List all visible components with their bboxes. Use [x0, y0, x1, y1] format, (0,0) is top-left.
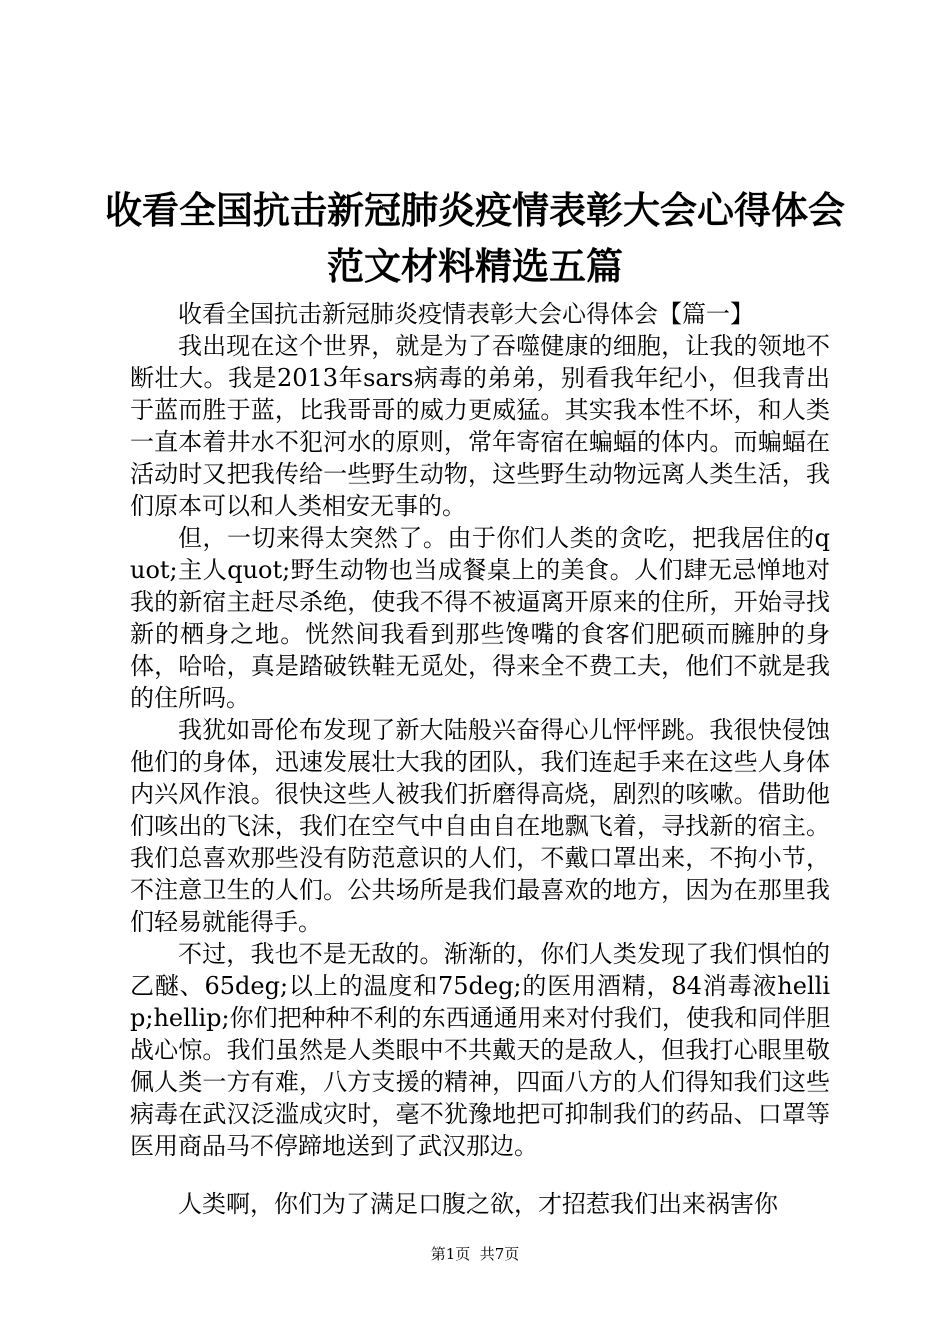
paragraph-2: 但，一切来得太突然了。由于你们人类的贪吃，把我居住的quot;主人quot;野生动物也当成餐桌上的美食。人们肆无忌惮地对我的新宿主赶尽杀绝，使我不得不被逼离开原来的住所，开始寻找新的栖身之地。恍然间我看到那些馋嘴的食客们肥硕而臃肿的身体，哈哈，真是踏破铁鞋无觅处，得来全不费工夫，他们不就是我的住所吗。 [130, 524, 830, 712]
page-number-footer: 第1页 共7页 [430, 1245, 520, 1263]
paragraph-3: 我犹如哥伦布发现了新大陆般兴奋得心儿怦怦跳。我很快侵蚀他们的身体，迅速发展壮大我的团队，我们连起手来在这些人身体内兴风作浪。很快这些人被我们折磨得高烧，剧烈的咳嗽。借助他们咳出的飞沫，我们在空气中自由自在地飘飞着，寻找新的宿主。我们总喜欢那些没有防范意识的人们，不戴口罩出来，不拘小节，不注意卫生的人们。公共场所是我们最喜欢的地方，因为在那里我们轻易就能得手。 [130, 716, 830, 936]
section-heading-part-one: 收看全国抗击新冠肺炎疫情表彰大会心得体会【篇一】 [178, 300, 754, 328]
paragraph-5: 人类啊，你们为了满足口腹之欲，才招惹我们出来祸害你 [178, 1190, 778, 1218]
document-title-line-1: 收看全国抗击新冠肺炎疫情表彰大会心得体会 [105, 189, 845, 232]
document-title-line-2: 范文材料精选五篇 [327, 245, 623, 288]
paragraph-4: 不过，我也不是无敌的。渐渐的，你们人类发现了我们惧怕的乙醚、65deg;以上的温度和75deg;的医用酒精，84消毒液hellip;hellip;你们把种种不利的东西通通用来对付我们，使我和同伴胆战心惊。我们虽然是人类眼中不共戴天的是敌人，但我打心眼里敬佩人类一方有难，八方支援的精神，四面八方的人们得知我们这些病毒在武汉泛滥成灾时，毫不犹豫地把可抑制我们的药品、口罩等医用商品马不停蹄地送到了武汉那边。 [130, 940, 830, 1160]
paragraph-1: 我出现在这个世界，就是为了吞噬健康的细胞，让我的领地不断壮大。我是2013年sars病毒的弟弟，别看我年纪小，但我青出于蓝而胜于蓝，比我哥哥的威力更威猛。其实我本性不坏，和人类一直本着井水不犯河水的原则，常年寄宿在蝙蝠的体内。而蝙蝠在活动时又把我传给一些野生动物，这些野生动物远离人类生活，我们原本可以和人类相安无事的。 [130, 332, 830, 520]
document-body [130, 298, 830, 1220]
